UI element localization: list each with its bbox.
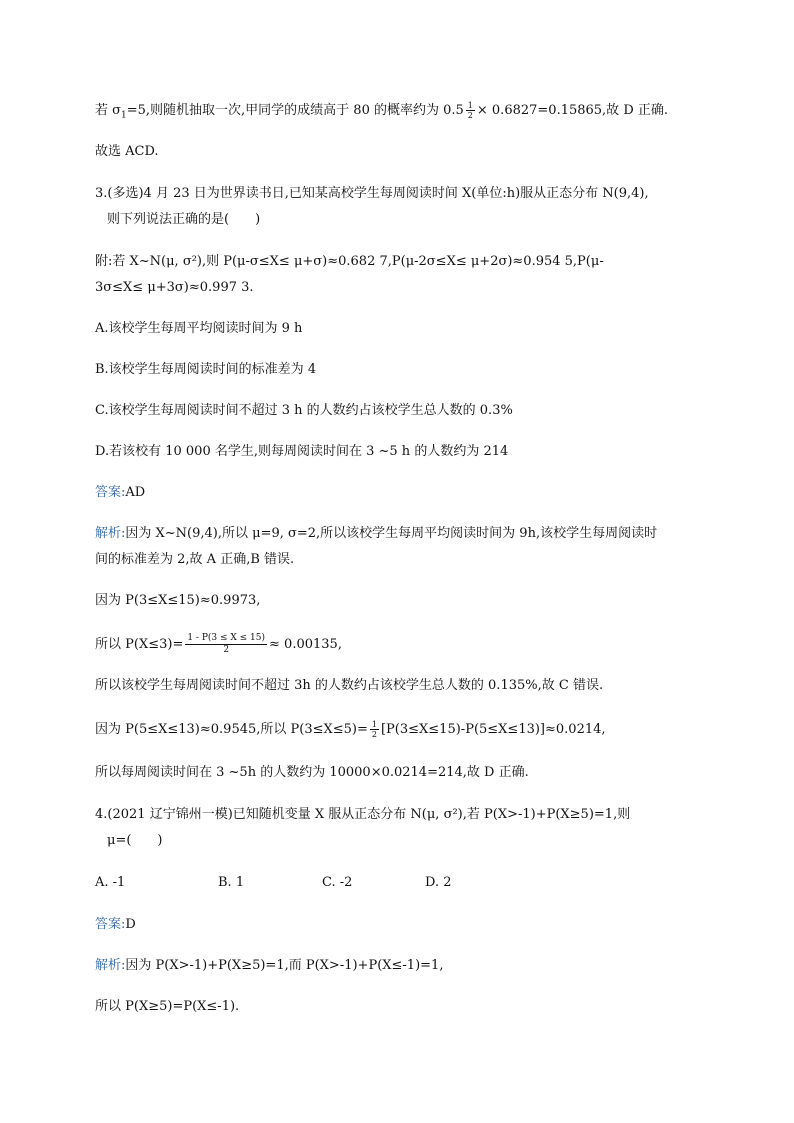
question-4-stem-cont: μ=( ) [107,833,163,848]
analysis-label: 解析: [95,958,126,973]
analysis-text: 因为 P(X>-1)+P(X≥5)=1,而 P(X>-1)+P(X≤-1)=1, [125,958,444,973]
option-d: D.若该校有 10 000 名学生,则每周阅读时间在 3 ~5 h 的人数约为 214 [95,444,509,459]
answer-value: AD [125,485,146,500]
analysis-text: 因为 X~N(9,4),所以 μ=9, σ=2,所以该校学生每周平均阅读时间为 9h,该校学生每周阅读时 [125,526,658,541]
text-segment: =5,则随机抽取一次,甲同学的成绩高于 80 的概率约为 0.5 [126,103,464,118]
text-segment: 因为 P(5≤X≤13)≈0.9545,所以 P(3≤X≤5)= [95,722,368,737]
analysis-line-4 [95,633,734,656]
fraction-denominator: 2 [371,730,377,739]
text-segment: 所以 P(X≤3)= [95,637,184,652]
analysis-label: 解析: [95,526,126,541]
fraction [466,101,475,120]
fraction-denominator: 2 [467,111,473,120]
answer-line-q4 [95,916,734,934]
q4-option-d: D. 2 [425,875,452,890]
q4-option-c: C. -2 [322,875,353,890]
appendix-line-1: 附:若 X~N(μ, σ²),则 P(μ-σ≤X≤ μ+σ)≈0.682 7,P(μ-2σ≤X≤ μ+2σ)≈0.954 5,P(μ- [95,254,604,269]
fraction-denominator: 2 [223,645,230,655]
answer-line-q3 [95,484,734,502]
question-4-stem: 4.(2021 辽宁锦州一模)已知随机变量 X 服从正态分布 N(μ, σ²),若 P(X>-1)+P(X≥5)=1,则 [95,807,631,822]
fraction [185,633,267,656]
analysis-line-3: 因为 P(3≤X≤15)≈0.9973, [95,593,261,608]
analysis-line-1 [95,525,734,543]
analysis-line-6 [95,720,734,739]
text-segment: [P(3≤X≤15)-P(5≤X≤13)]≈0.0214, [380,722,606,737]
option-c: C.该校学生每周阅读时间不超过 3 h 的人数约占该校学生总人数的 0.3% [95,403,513,418]
fraction-numerator: 1 [371,720,377,729]
appendix-line-2: 3σ≤X≤ μ+3σ)≈0.997 3. [95,280,254,295]
option-b: B.该校学生每周阅读时间的标准差为 4 [95,362,317,377]
text-segment: × 0.6827=0.15865,故 D 正确. [476,103,669,118]
question-3-stem: 3.(多选)4 月 23 日为世界读书日,已知某高校学生每周阅读时间 X(单位:h)服从正态分布 N(9,4), [95,186,649,201]
text-line-1 [95,101,734,125]
fraction-numerator: 1 - P(3 ≤ X ≤ 15) [187,633,266,643]
analysis-line-2: 间的标准差为 2,故 A 正确,B 错误. [95,552,295,567]
text-line-2: 故选 ACD. [95,144,159,159]
answer-value: D [125,917,136,932]
subscript: 1 [121,110,127,121]
option-a: A.该校学生每周平均阅读时间为 9 h [95,321,303,336]
q4-option-a: A. -1 [95,875,126,890]
answer-label: 答案: [95,485,126,500]
text-segment: 若 σ [95,103,122,118]
text-segment: ≈ 0.00135, [269,637,342,652]
q4-option-b: B. 1 [218,875,245,890]
analysis-line-7: 所以每周阅读时间在 3 ~5h 的人数约为 10000×0.0214=214,故 D 正确. [95,765,529,780]
analysis-q4-line-1 [95,957,734,975]
fraction [370,720,379,739]
analysis-line-5: 所以该校学生每周阅读时间不超过 3h 的人数约占该校学生总人数的 0.135%,故 C 错误. [95,678,604,693]
question-3-stem-cont: 则下列说法正确的是( ) [107,212,261,227]
answer-label: 答案: [95,917,126,932]
fraction-numerator: 1 [467,101,473,110]
analysis-q4-line-2: 所以 P(X≥5)=P(X≤-1). [95,999,240,1014]
